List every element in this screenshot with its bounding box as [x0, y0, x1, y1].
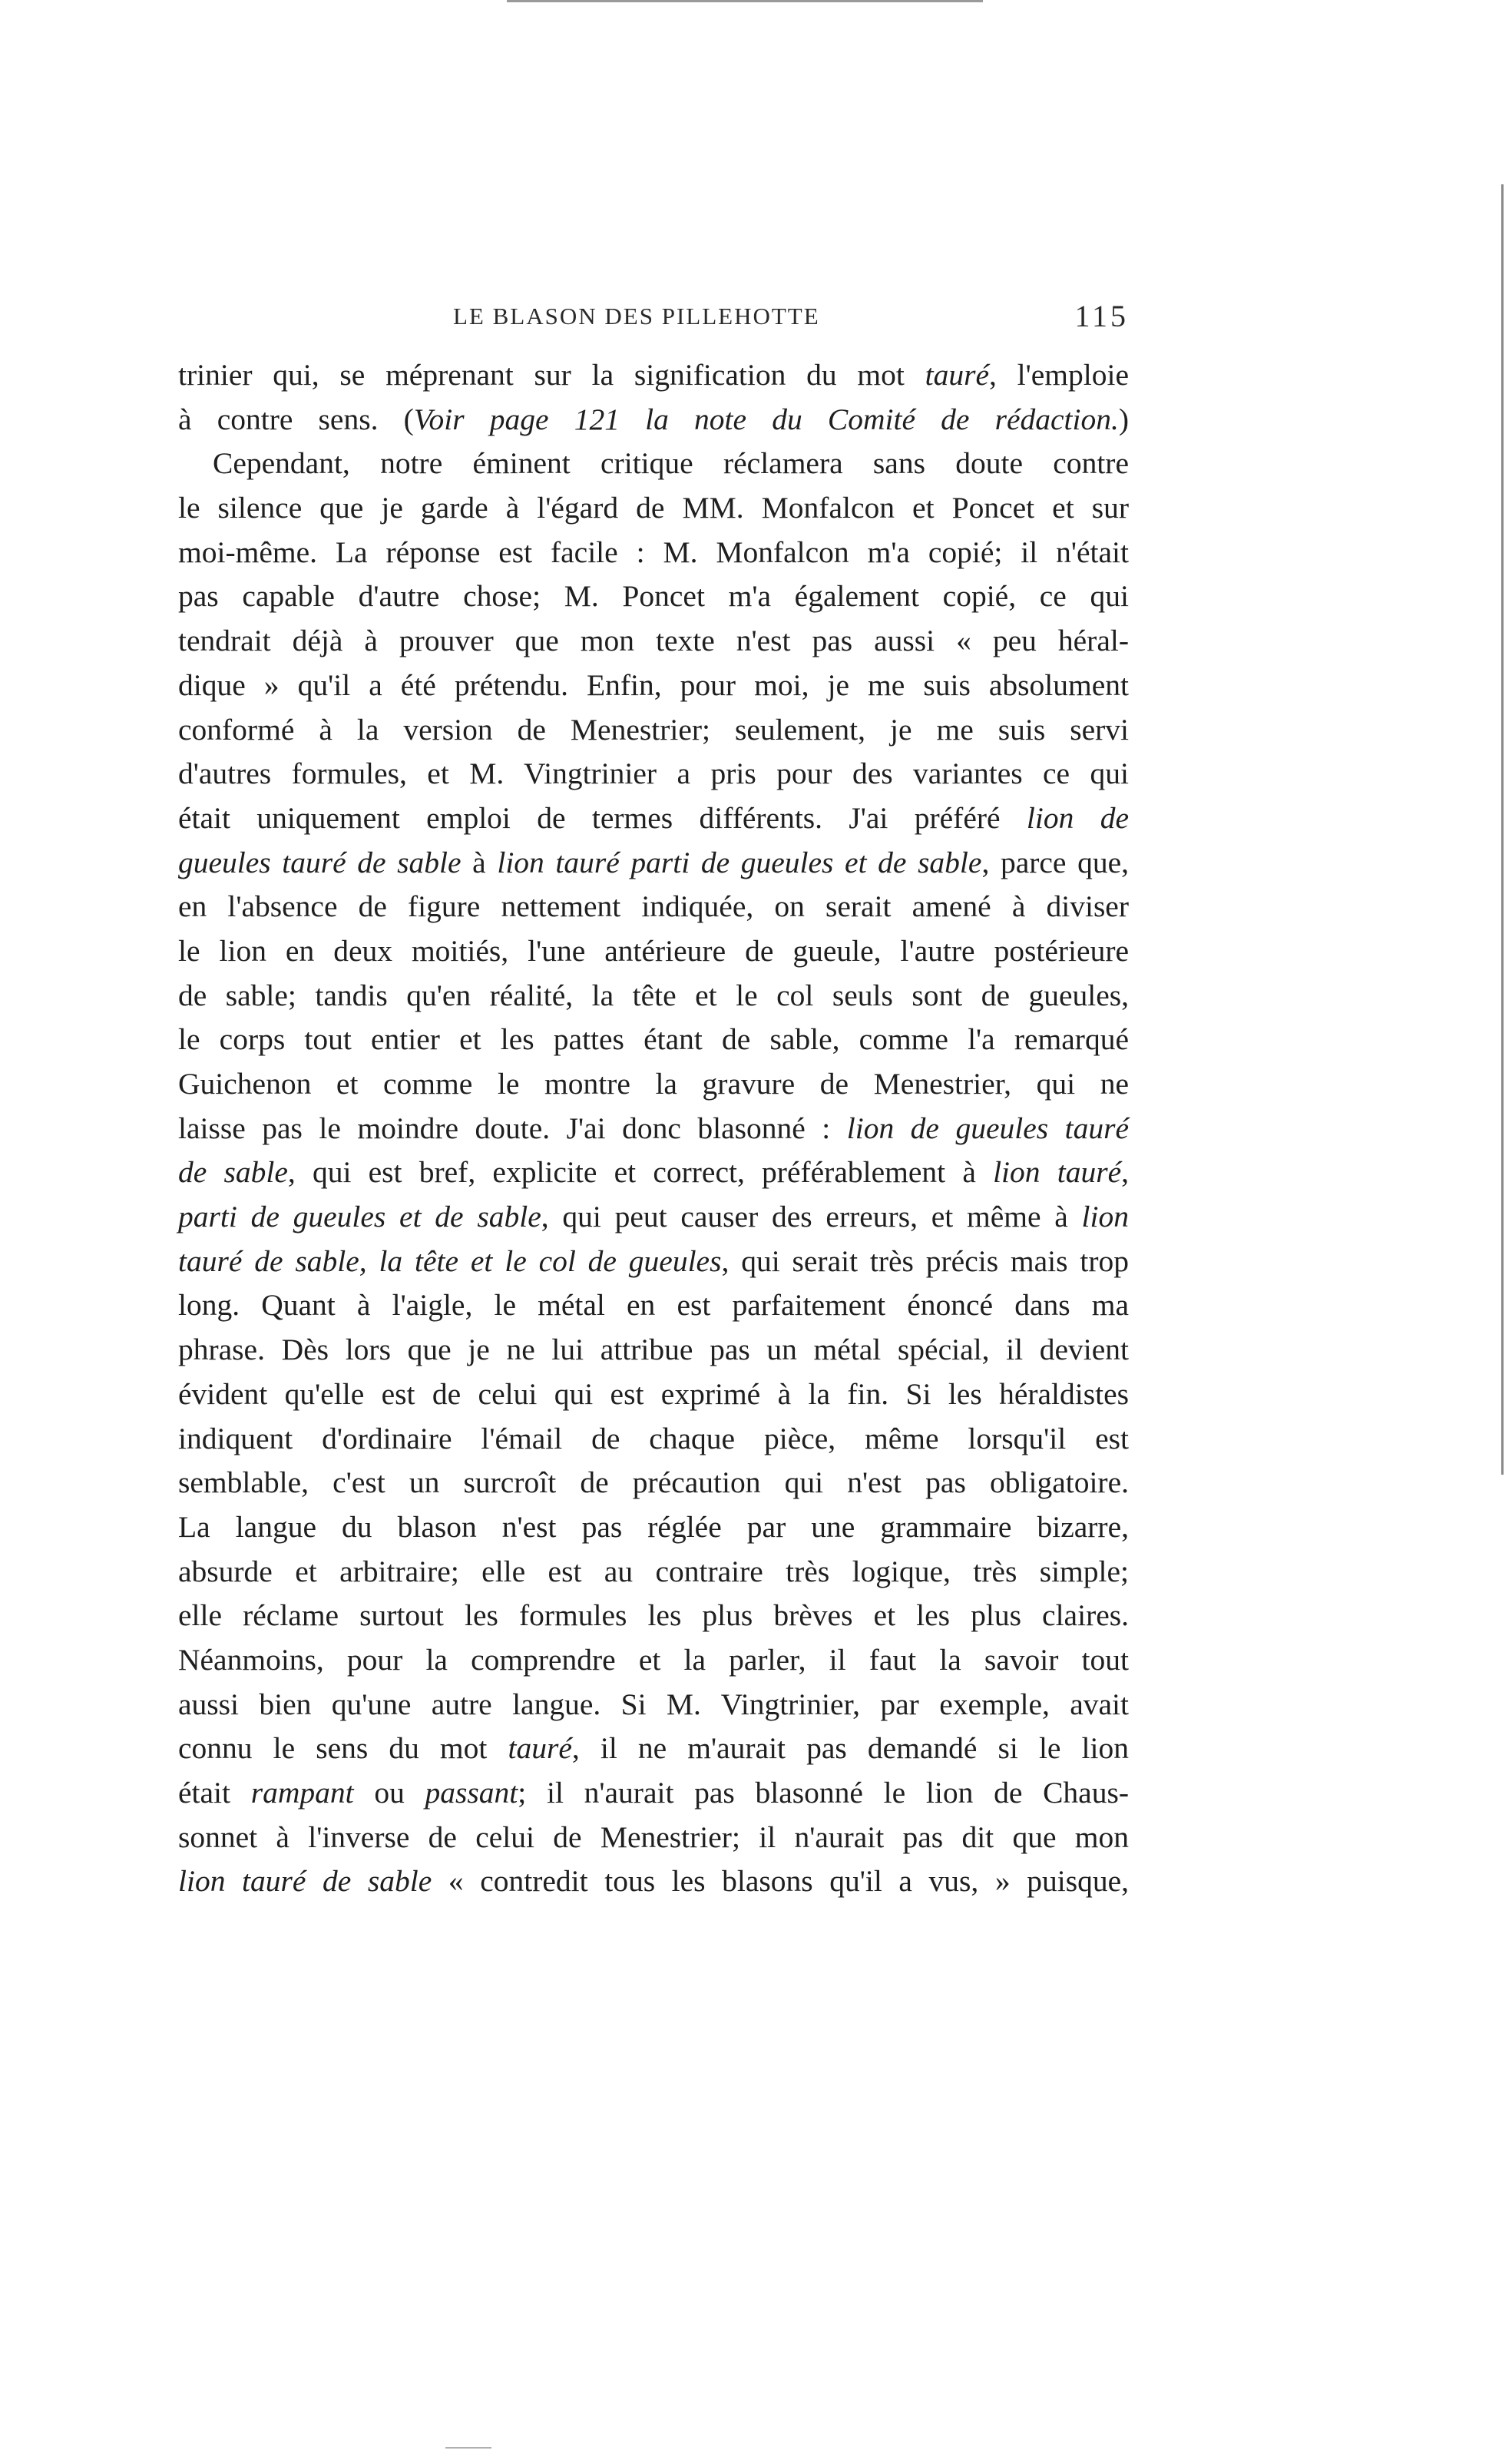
text-line: parti de gueules et de sable, qui peut causer des erreurs, et même à lion — [178, 1200, 1129, 1234]
scan-top-rule — [507, 0, 983, 2]
text-line: long. Quant à l'aigle, le métal en est parfaitement énoncé dans ma — [178, 1288, 1129, 1323]
text-line: sonnet à l'inverse de celui de Menestrier; il n'aurait pas dit que mon — [178, 1820, 1129, 1854]
running-title: LE BLASON DES PILLEHOTTE — [453, 303, 820, 329]
text-line: pas capable d'autre chose; M. Poncet m'a également copié, ce qui — [178, 579, 1129, 614]
text-line: de sable, qui est bref, explicite et correct, préférablement à lion tauré, — [178, 1155, 1129, 1190]
text-line: lion tauré de sable « contredit tous les blasons qu'il a vus, » puisque, — [178, 1864, 1129, 1899]
text-line: Cependant, notre éminent critique réclamera sans doute contre — [213, 446, 1129, 481]
text-line: aussi bien qu'une autre langue. Si M. Vingtrinier, par exemple, avait — [178, 1687, 1129, 1721]
text-line: phrase. Dès lors que je ne lui attribue pas un métal spécial, il devient — [178, 1333, 1129, 1367]
text-line: conformé à la version de Menestrier; seulement, je me suis servi — [178, 712, 1129, 747]
page-number: 115 — [1074, 299, 1129, 333]
text-line: connu le sens du mot tauré, il ne m'aurait pas demandé si le lion — [178, 1731, 1130, 1766]
page-header — [177, 298, 1129, 344]
scan-bottom-mark — [445, 2447, 491, 2449]
body-text — [178, 353, 1129, 1904]
scan-right-edge — [1501, 184, 1504, 1475]
text-line: Guichenon et comme le montre la gravure de Menestrier, qui ne — [178, 1067, 1129, 1101]
text-line: trinier qui, se méprenant sur la signification du mot tauré, l'emploie — [178, 358, 1129, 392]
text-line: tauré de sable, la tête et le col de gueules, qui serait très précis mais trop — [178, 1243, 1129, 1278]
text-line: semblable, c'est un surcroît de précaution qui n'est pas obligatoire. — [178, 1465, 1129, 1500]
text-line: gueules tauré de sable à lion tauré parti de gueules et de sable, parce que, — [178, 845, 1129, 879]
text-line: était rampant ou passant; il n'aurait pas blasonné le lion de Chaus- — [178, 1776, 1129, 1810]
text-line: Néanmoins, pour la comprendre et la parler, il faut la savoir tout — [178, 1642, 1129, 1677]
text-line: dique » qu'il a été prétendu. Enfin, pour moi, je me suis absolument — [178, 667, 1129, 702]
text-line: d'autres formules, et M. Vingtrinier a pris pour des variantes ce qui — [178, 757, 1129, 791]
text-line: indiquent d'ordinaire l'émail de chaque pièce, même lorsqu'il est — [178, 1421, 1129, 1455]
text-line: évident qu'elle est de celui qui est exprimé à la fin. Si les héraldistes — [178, 1376, 1129, 1411]
text-line: à contre sens. (Voir page 121 la note du Comité de rédaction.) — [178, 402, 1129, 436]
text-line: de sable; tandis qu'en réalité, la tête et le col seuls sont de gueules, — [178, 978, 1129, 1012]
text-line: absurde et arbitraire; elle est au contraire très logique, très simple; — [178, 1554, 1129, 1588]
text-line: tendrait déjà à prouver que mon texte n'est pas aussi « peu héral- — [178, 624, 1129, 658]
text-line: le lion en deux moitiés, l'une antérieure de gueule, l'autre postérieure — [178, 933, 1129, 968]
text-line: elle réclame surtout les formules les plus brèves et les plus claires. — [178, 1598, 1129, 1633]
text-line: était uniquement emploi de termes différents. J'ai préféré lion de — [178, 800, 1130, 835]
text-line: laisse pas le moindre doute. J'ai donc blasonné : lion de gueules tauré — [178, 1111, 1129, 1145]
text-line: le corps tout entier et les pattes étant de sable, comme l'a remarqué — [178, 1022, 1129, 1057]
text-line: le silence que je garde à l'égard de MM. Monfalcon et Poncet et sur — [178, 491, 1129, 525]
text-line: moi-même. La réponse est facile : M. Monfalcon m'a copié; il n'était — [178, 535, 1129, 569]
text-line: en l'absence de figure nettement indiquée, on serait amené à diviser — [178, 889, 1129, 924]
text-line: La langue du blason n'est pas réglée par une grammaire bizarre, — [178, 1509, 1129, 1544]
